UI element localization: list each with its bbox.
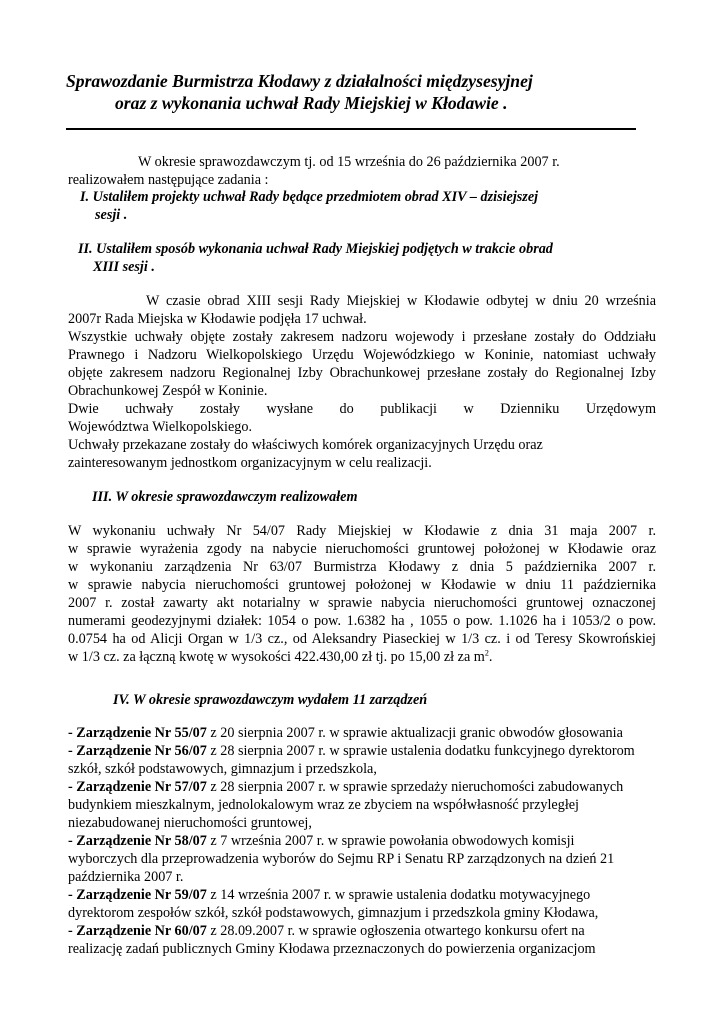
ordinance-57-cont: budynkiem mieszkalnym, jednolokalowym wraz ze zbyciem na współwłasność przyległej: [68, 797, 579, 813]
ordinance-58-text: z 7 września 2007 r. w sprawie powołania obwodowych komisji: [206, 833, 575, 849]
ordinance-57-line: [68, 778, 623, 796]
ordinance-60-line: [68, 922, 585, 940]
ordinance-57-cont: niezabudowanej nieruchomości gruntowej,: [68, 815, 312, 831]
document-title-line1: Sprawozdanie Burmistrza Kłodawy z działalności międzysesyjnej: [66, 71, 533, 91]
section2-para-line: Dwie uchwały zostały wysłane do publikacji w Dzienniku Urzędowym: [68, 401, 656, 417]
ordinance-59-label: - Zarządzenie Nr 59/07: [68, 887, 207, 903]
title-divider: [66, 128, 636, 130]
section2-para-line: 2007r Rada Miejska w Kłodawie podjęła 17 uchwał.: [68, 311, 367, 327]
ordinance-58-line: [68, 832, 574, 850]
section3-para-line: 2007 r. został zawarty akt notarialny w sprawie nabycia nieruchomości gruntowej oznaczonej: [68, 595, 656, 611]
ordinance-56-text: z 28 sierpnia 2007 r. w sprawie ustalenia dodatku funkcyjnego dyrektorom: [206, 743, 635, 759]
ordinance-58-cont: wyborczych dla przeprowadzenia wyborów do Sejmu RP i Senatu RP zarządzonych na dzień 21: [68, 851, 615, 867]
ordinance-59-cont: dyrektorom zespołów szkół, szkół podstawowych, gimnazjum i przedszkola gminy Kłodawa,: [68, 905, 599, 921]
section3-para-line: w wykonaniu zarządzenia Nr 63/07 Burmistrza Kłodawy z dnia 5 października 2007 r.: [68, 559, 656, 575]
section3-para-line: 0.0754 ha od Alicji Organ w 1/3 cz., od Aleksandry Piaseckiej w 1/3 cz. i od Teresy Skowrońskiej: [68, 631, 656, 647]
section2-para-line: Uchwały przekazane zostały do właściwych komórek organizacyjnych Urzędu oraz: [68, 437, 543, 453]
ordinance-55-line: [68, 724, 623, 742]
document-title-line2: oraz z wykonania uchwał Rady Miejskiej w Kłodawie .: [115, 93, 508, 113]
section2-para-line: objęte zakresem nadzoru Regionalnej Izby Obrachunkowej przesłane zostały do Regionalnej Izby: [68, 365, 656, 381]
ordinance-59-text: z 14 września 2007 r. w sprawie ustalenia dodatku motywacyjnego: [206, 887, 591, 903]
ordinance-59-line: [68, 886, 590, 904]
section2-para-line: W czasie obrad XIII sesji Rady Miejskiej w Kłodawie odbytej w dniu 20 września: [146, 293, 656, 309]
ordinance-56-line: [68, 742, 635, 760]
ordinance-60-cont: realizację zadań publicznych Gminy Kłodawa przeznaczonych do powierzenia organizacjom: [68, 941, 596, 957]
section2-para-line: Województwa Wielkopolskiego.: [68, 419, 252, 435]
ordinance-55-label: - Zarządzenie Nr 55/07: [68, 725, 207, 741]
section3-last-text: w 1/3 cz. za łączną kwotę w wysokości 422.430,00 zł tj. po 15,00 zł za m: [68, 649, 485, 665]
section2-para-line: Wszystkie uchwały objęte zostały zakresem nadzoru wojewody i przesłane zostały do Oddziału: [68, 329, 656, 345]
intro-line2: realizowałem następujące zadania :: [68, 172, 269, 188]
section2-para-line: Prawnego i Nadzoru Wielkopolskiego Urzędu Wojewódzkiego w Koninie, natomiast uchwały: [68, 347, 656, 363]
section3-para-line: W wykonaniu uchwały Nr 54/07 Rady Miejskiej w Kłodawie z dnia 31 maja 2007 r.: [68, 523, 656, 539]
section1-heading-line1: I. Ustaliłem projekty uchwał Rady będące przedmiotem obrad XIV – dzisiejszej: [80, 189, 539, 205]
section3-last-period: .: [488, 649, 493, 665]
section1-heading-line2: sesji .: [95, 207, 128, 223]
section3-last-line: [68, 648, 492, 666]
ordinance-56-cont: szkół, szkół podstawowych, gimnazjum i przedszkola,: [68, 761, 377, 777]
section3-para-line: w sprawie nabycia nieruchomości gruntowej położonej w Kłodawie w dniu 11 października: [68, 577, 656, 593]
ordinance-57-text: z 28 sierpnia 2007 r. w sprawie sprzedaży nieruchomości zabudowanych: [206, 779, 624, 795]
ordinance-60-text: z 28.09.2007 r. w sprawie ogłoszenia otwartego konkursu ofert na: [206, 923, 585, 939]
square-meter-superscript: 2: [484, 648, 489, 658]
section2-heading-line1: II. Ustaliłem sposób wykonania uchwał Rady Miejskiej podjętych w trakcie obrad: [78, 241, 553, 257]
section3-para-line: w sprawie wyrażenia zgody na nabycie nieruchomości gruntowej położonej w Kłodawie oraz: [68, 541, 656, 557]
section2-para-line: zainteresowanym jednostkom organizacyjnym w celu realizacji.: [68, 455, 432, 471]
section2-heading-line2: XIII sesji .: [93, 259, 155, 275]
section2-para-line: Obrachunkowej Zespół w Koninie.: [68, 383, 268, 399]
section3-heading: III. W okresie sprawozdawczym realizowałem: [92, 489, 358, 505]
intro-line1: W okresie sprawozdawczym tj. od 15 września do 26 października 2007 r.: [138, 154, 560, 170]
ordinance-56-label: - Zarządzenie Nr 56/07: [68, 743, 207, 759]
ordinance-57-label: - Zarządzenie Nr 57/07: [68, 779, 207, 795]
ordinance-55-text: z 20 sierpnia 2007 r. w sprawie aktualizacji granic obwodów głosowania: [206, 725, 623, 741]
ordinance-58-cont: października 2007 r.: [68, 869, 184, 885]
section3-para-line: numerami geodezyjnymi działek: 1054 o pow. 1.6382 ha , 1055 o pow. 1.1026 ha i 1053/2 o pow.: [68, 613, 656, 629]
ordinance-60-label: - Zarządzenie Nr 60/07: [68, 923, 207, 939]
section4-heading: IV. W okresie sprawozdawczym wydałem 11 zarządzeń: [113, 692, 428, 708]
ordinance-58-label: - Zarządzenie Nr 58/07: [68, 833, 207, 849]
